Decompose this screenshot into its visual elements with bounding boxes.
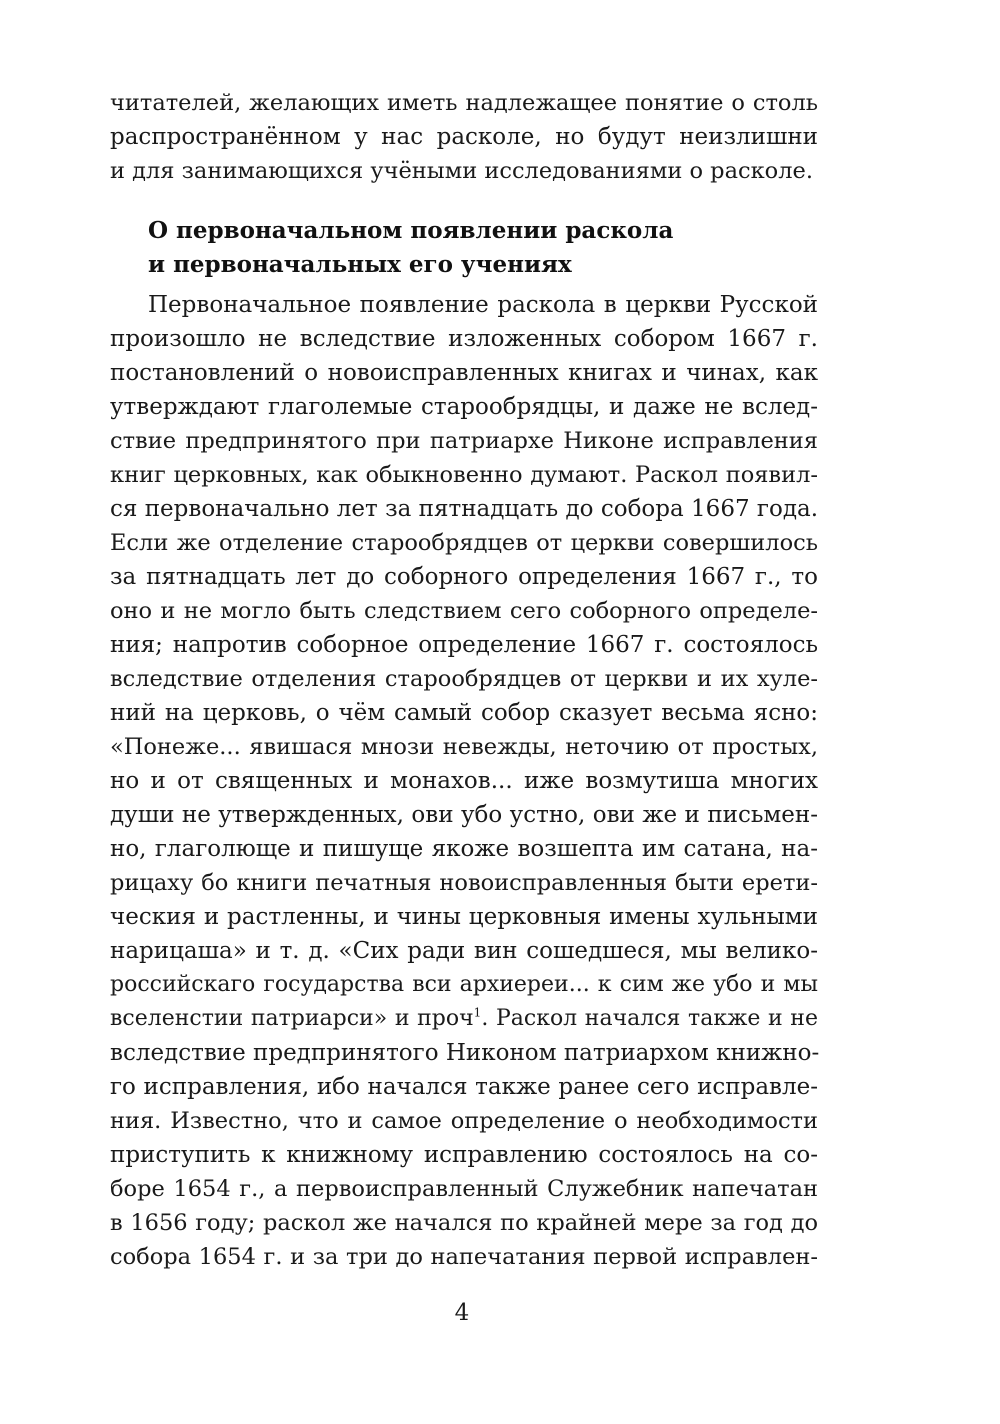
text-line: российскаго государства вси архиереи... к сим же убо и мы [110,972,818,997]
text-line-with-footnote [110,1002,818,1036]
text-line: души не утвержденных, ови убо устно, ови же и письмен- [110,802,818,828]
text-line: ний на церковь, о чём самый собор сказует весьма ясно: [110,700,818,726]
text-line: ческия и растленны, и чины церковныя имены хульными [110,904,818,930]
text-fragment: . Раскол начался также и не [481,1006,818,1031]
text-line: за пятнадцать лет до соборного определения 1667 г., то [110,564,818,590]
text-line: собора 1654 г. и за три до напечатания первой исправлен- [110,1244,818,1270]
heading-line: и первоначальных его учениях [148,251,572,278]
text-line: в 1656 году; раскол же начался по крайней мере за год до [110,1210,818,1236]
text-line: Если же отделение старообрядцев от церкви совершилось [110,530,818,556]
text-line: вследствие предпринятого Никоном патриархом книжно- [110,1040,820,1066]
text-line: утверждают глаголемые старообрядцы, и даже не вслед- [110,394,818,420]
text-line: боре 1654 г., а первоисправленный Служебник напечатан [110,1176,818,1202]
text-line: рицаху бо книги печатныя новоисправленныя быти ерети- [110,870,818,896]
text-line: оно и не могло быть следствием сего соборного определе- [110,598,818,624]
text-line: постановлений о новоисправленных книгах и чинах, как [110,360,818,386]
text-line: Первоначальное появление раскола в церкви Русской [148,292,818,318]
text-line: ствие предпринятого при патриархе Никоне исправления [110,428,818,454]
text-fragment: вселенстии патриарси» и проч [110,1006,474,1031]
text-line: приступить к книжному исправлению состоялось на со- [110,1142,818,1168]
text-line: и для занимающихся учёными исследованиями о расколе. [110,158,813,184]
text-line: но, глаголюще и пишуще якоже возшепта им сатана, на- [110,836,818,862]
text-line: го исправления, ибо начался также ранее сего исправле- [110,1074,818,1100]
text-line: но и от священных и монахов... иже возмутиша многих [110,768,818,794]
text-line: распространённом у нас расколе, но будут неизлишни [110,124,818,150]
text-line: нарицаша» и т. д. «Сих ради вин сошедшеся, мы велико- [110,938,818,964]
heading-line: О первоначальном появлении раскола [148,217,674,244]
text-line: вследствие отделения старообрядцев от церкви и их хуле- [110,666,818,692]
text-line: книг церковных, как обыкновенно думают. Раскол появил- [110,462,818,488]
text-line: ния; напротив соборное определение 1667 г. состоялось [110,632,818,658]
text-line: произошло не вследствие изложенных собором 1667 г. [110,326,818,352]
text-line: ся первоначально лет за пятнадцать до собора 1667 года. [110,496,818,522]
text-line: ния. Известно, что и самое определение о необходимости [110,1108,818,1134]
footnote-reference[interactable]: 1 [473,1005,482,1020]
page-number: 4 [454,1300,470,1326]
text-line: «Понеже... явишася мнози невежды, неточию от простых, [110,734,818,760]
text-line: читателей, желающих иметь надлежащее понятие о столь [110,90,818,116]
